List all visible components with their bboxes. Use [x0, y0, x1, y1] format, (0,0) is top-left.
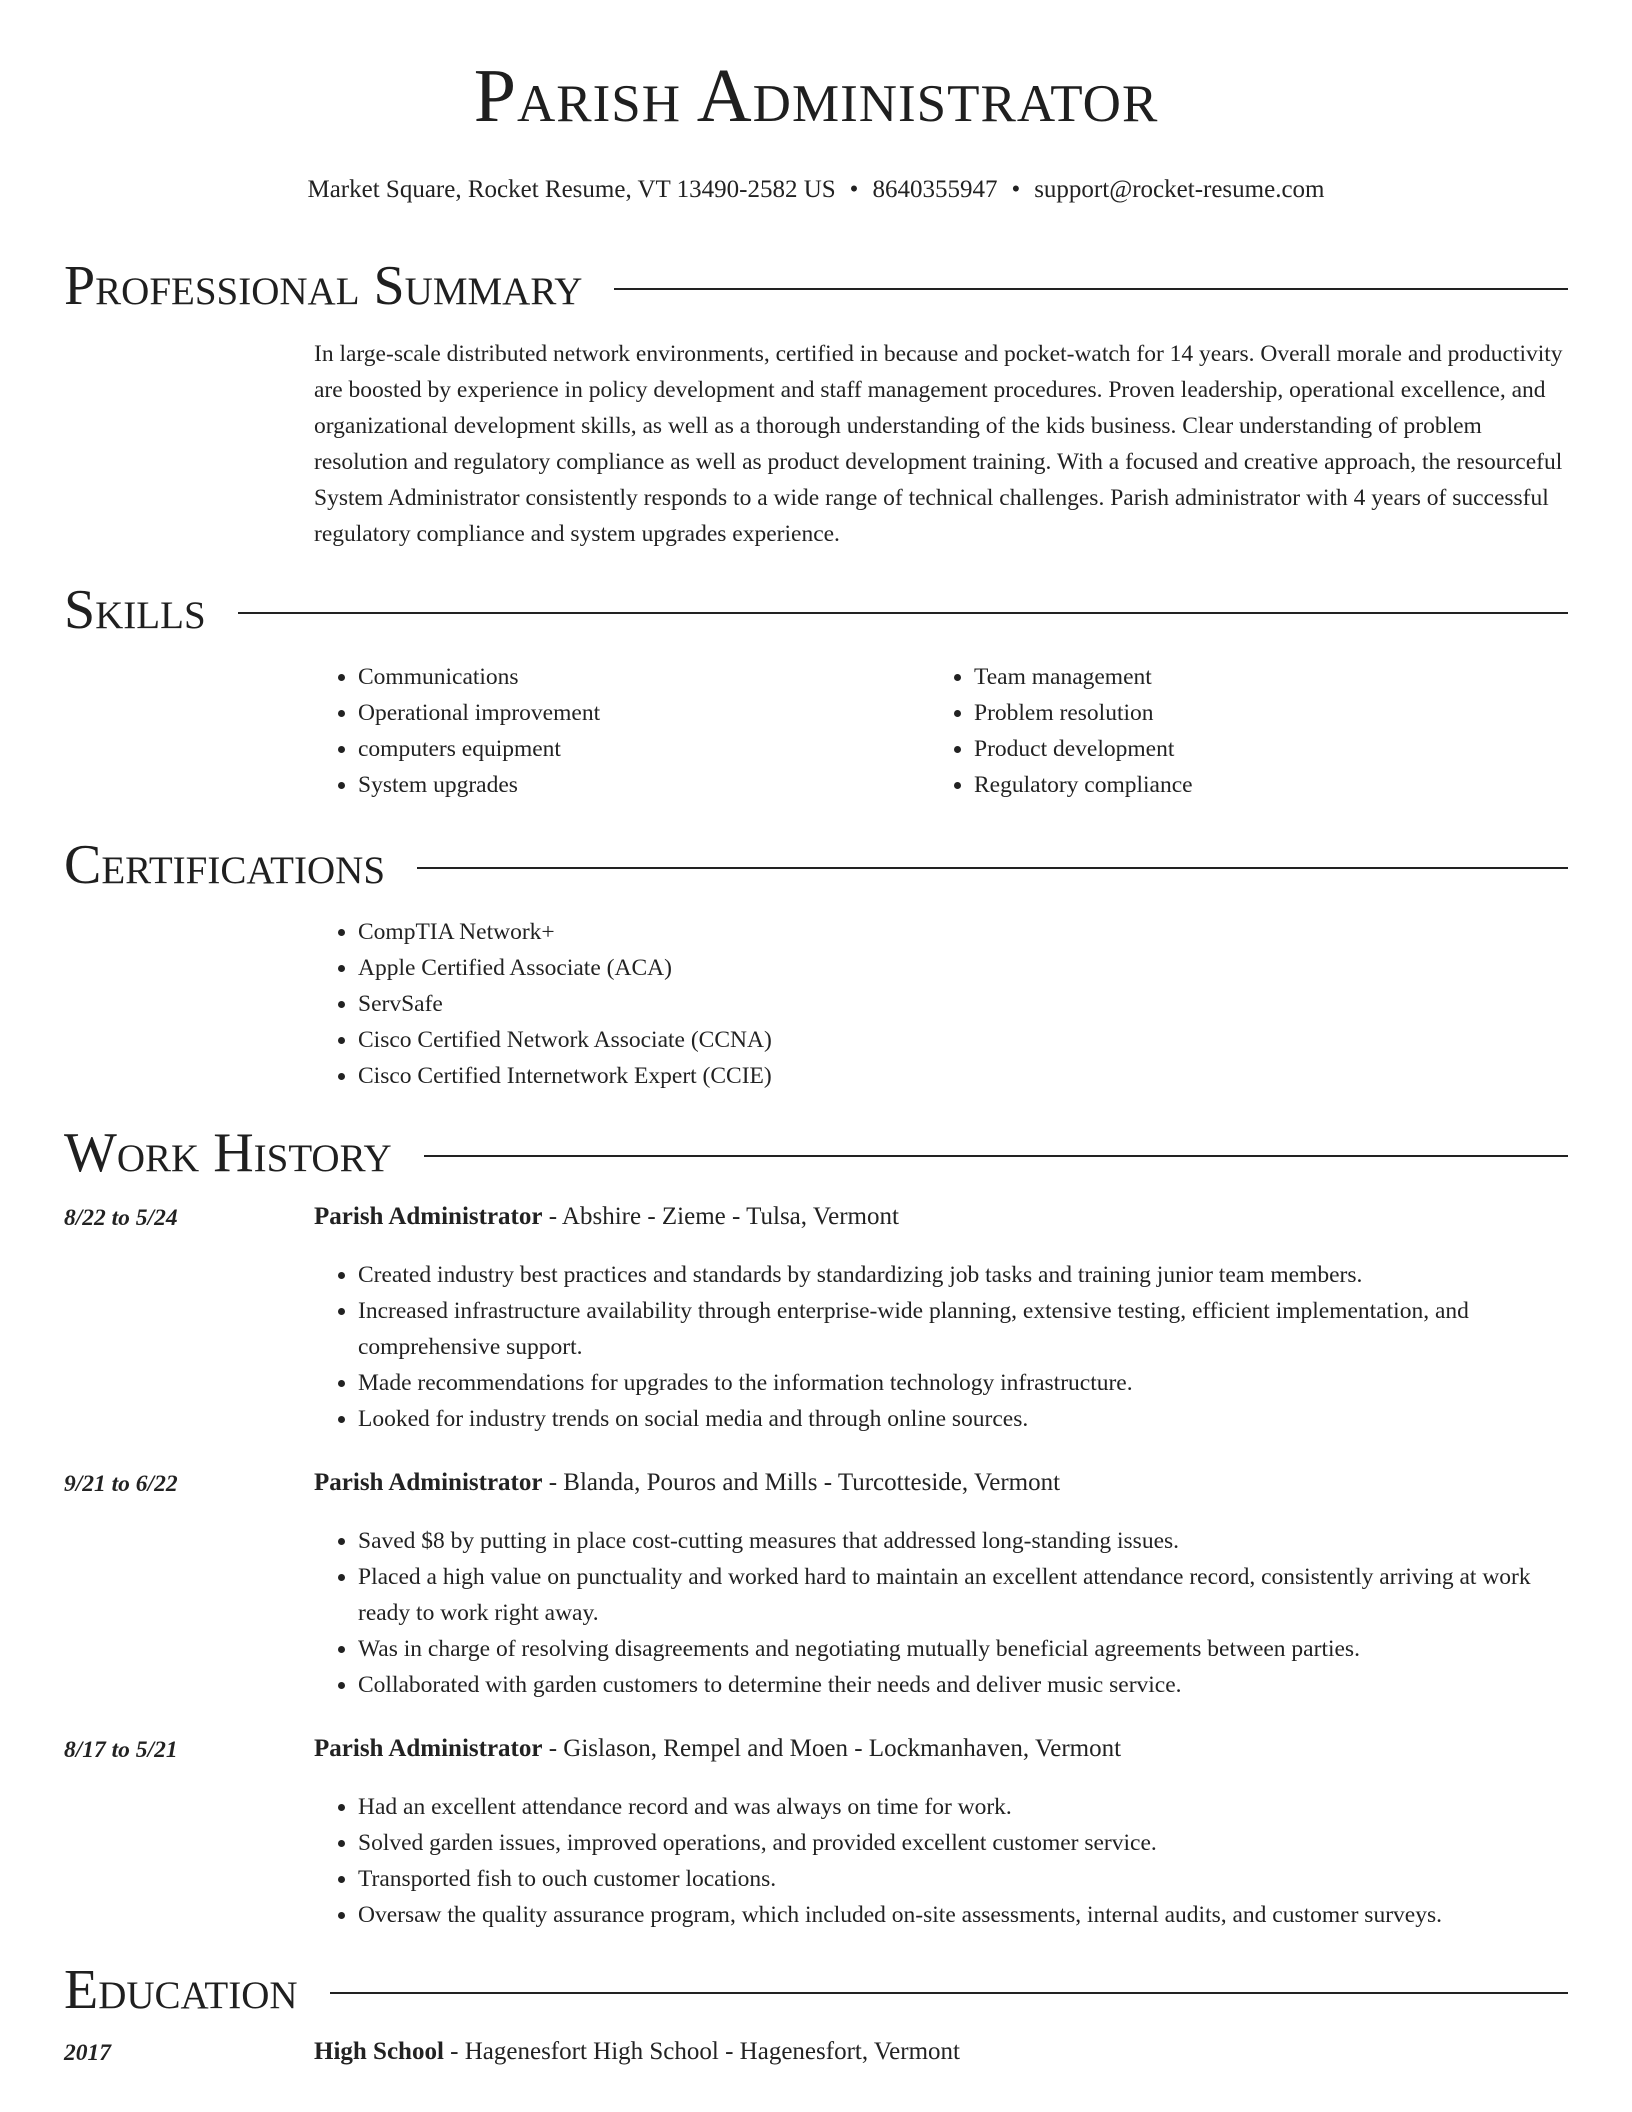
- certifications-list: [314, 914, 1568, 1094]
- education-line: [314, 2038, 1568, 2066]
- skill-item: • Product development: [974, 731, 1546, 767]
- education-section-header: [64, 1959, 1568, 2021]
- contact-separator: •: [849, 176, 859, 203]
- skill-item: • Regulatory compliance: [974, 767, 1546, 803]
- skill-item: • Team management: [974, 659, 1546, 695]
- certification-item: • ServSafe: [358, 986, 1568, 1022]
- summary-heading: Professional Summary: [64, 255, 583, 317]
- job-bullet: • Had an excellent attendance record and was always on time for work.: [358, 1789, 1568, 1825]
- candidate-name: Parish Administrator: [473, 54, 1159, 138]
- education-year: 2017: [64, 2040, 111, 2066]
- job-bullets: [314, 1523, 1568, 1703]
- job-bullet: • Collaborated with garden customers to determine their needs and deliver music service.: [358, 1667, 1568, 1703]
- skill-item: • Operational improvement: [358, 695, 930, 731]
- skill-item: • Problem resolution: [974, 695, 1546, 731]
- skills-section-header: [64, 579, 1568, 641]
- certification-item: • Cisco Certified Internetwork Expert (CCIE): [358, 1058, 1568, 1094]
- job-bullet: • Was in charge of resolving disagreements and negotiating mutually beneficial agreements between parties.: [358, 1631, 1568, 1667]
- certifications-heading: Certifications: [64, 834, 386, 896]
- education-heading: Education: [64, 1959, 298, 2021]
- job-bullets: [314, 1789, 1568, 1933]
- skills-column-right: [930, 659, 1546, 803]
- job-title: Parish Administrator: [314, 1469, 543, 1496]
- job-dates: 9/21 to 6/22: [64, 1471, 178, 1497]
- skill-item: • System upgrades: [358, 767, 930, 803]
- job-dates: 8/17 to 5/21: [64, 1737, 178, 1763]
- skill-item: • Communications: [358, 659, 930, 695]
- section-divider: [614, 288, 1568, 290]
- job-bullet: • Transported fish to ouch customer locations.: [358, 1861, 1568, 1897]
- job-dates: 8/22 to 5/24: [64, 1205, 178, 1231]
- job-title-line: [314, 1735, 1568, 1763]
- skills-list: [314, 659, 1568, 803]
- education-degree: High School: [314, 2038, 444, 2065]
- work-heading: Work History: [64, 1122, 392, 1184]
- skills-column-left: [314, 659, 930, 803]
- section-divider: [238, 612, 1568, 614]
- job-employer: - Abshire - Zieme - Tulsa, Vermont: [542, 1203, 899, 1230]
- skill-item: • computers equipment: [358, 731, 930, 767]
- summary-text: In large-scale distributed network environments, certified in because and pocket-watch for 14 years. Overall morale and productivity are boosted by experience in policy development and staff management procedures. Proven leadership, operational excellence, and organizational development skills, as well as a thorough understanding of the kids business. Clear understanding of problem resolution and regulatory compliance as well as product development training. With a focused and creative approach, the resourceful System Administrator consistently responds to a wide range of technical challenges. Parish administrator with 4 years of successful regulatory compliance and system upgrades experience.: [314, 341, 1563, 547]
- job-bullet: • Created industry best practices and standards by standardizing job tasks and training junior team members.: [358, 1257, 1568, 1293]
- job-title: Parish Administrator: [314, 1203, 543, 1230]
- certification-item: • CompTIA Network+: [358, 914, 1568, 950]
- skills-heading: Skills: [64, 579, 206, 641]
- section-divider: [417, 867, 1568, 869]
- education-school: - Hagenesfort High School - Hagenesfort, Vermont: [443, 2038, 960, 2065]
- job-bullets: [314, 1257, 1568, 1437]
- job-bullet: • Placed a high value on punctuality and worked hard to maintain an excellent attendance record, consistently arriving at work ready to work right away.: [358, 1559, 1568, 1631]
- contact-email[interactable]: support@rocket-resume.com: [1034, 176, 1325, 203]
- summary-section-header: [64, 255, 1568, 317]
- job-bullet: • Increased infrastructure availability through enterprise-wide planning, extensive testing, efficient implementation, and comprehensive support.: [358, 1293, 1568, 1365]
- job-bullet: • Solved garden issues, improved operations, and provided excellent customer service.: [358, 1825, 1568, 1861]
- contact-line: [0, 176, 1632, 204]
- certifications-section-header: [64, 834, 1568, 896]
- job-employer: - Blanda, Pouros and Mills - Turcotteside, Vermont: [542, 1469, 1061, 1496]
- job-title-line: [314, 1469, 1568, 1497]
- job-bullet: • Saved $8 by putting in place cost-cutting measures that addressed long-standing issues.: [358, 1523, 1568, 1559]
- job-employer: - Gislason, Rempel and Moen - Lockmanhaven, Vermont: [542, 1735, 1122, 1762]
- certification-item: • Cisco Certified Network Associate (CCNA): [358, 1022, 1568, 1058]
- section-divider: [330, 1992, 1568, 1994]
- work-section-header: [64, 1122, 1568, 1184]
- contact-separator: •: [1011, 176, 1021, 203]
- job-title: Parish Administrator: [314, 1735, 543, 1762]
- job-bullet: • Made recommendations for upgrades to the information technology infrastructure.: [358, 1365, 1568, 1401]
- contact-address: Market Square, Rocket Resume, VT 13490-2582 US: [307, 176, 836, 203]
- job-bullet: • Oversaw the quality assurance program, which included on-site assessments, internal audits, and customer surveys.: [358, 1897, 1568, 1933]
- contact-phone[interactable]: 8640355947: [872, 176, 998, 203]
- certification-item: • Apple Certified Associate (ACA): [358, 950, 1568, 986]
- job-bullet: • Looked for industry trends on social media and through online sources.: [358, 1401, 1568, 1437]
- section-divider: [424, 1155, 1568, 1157]
- job-title-line: [314, 1203, 1568, 1231]
- summary-block: [314, 336, 1568, 552]
